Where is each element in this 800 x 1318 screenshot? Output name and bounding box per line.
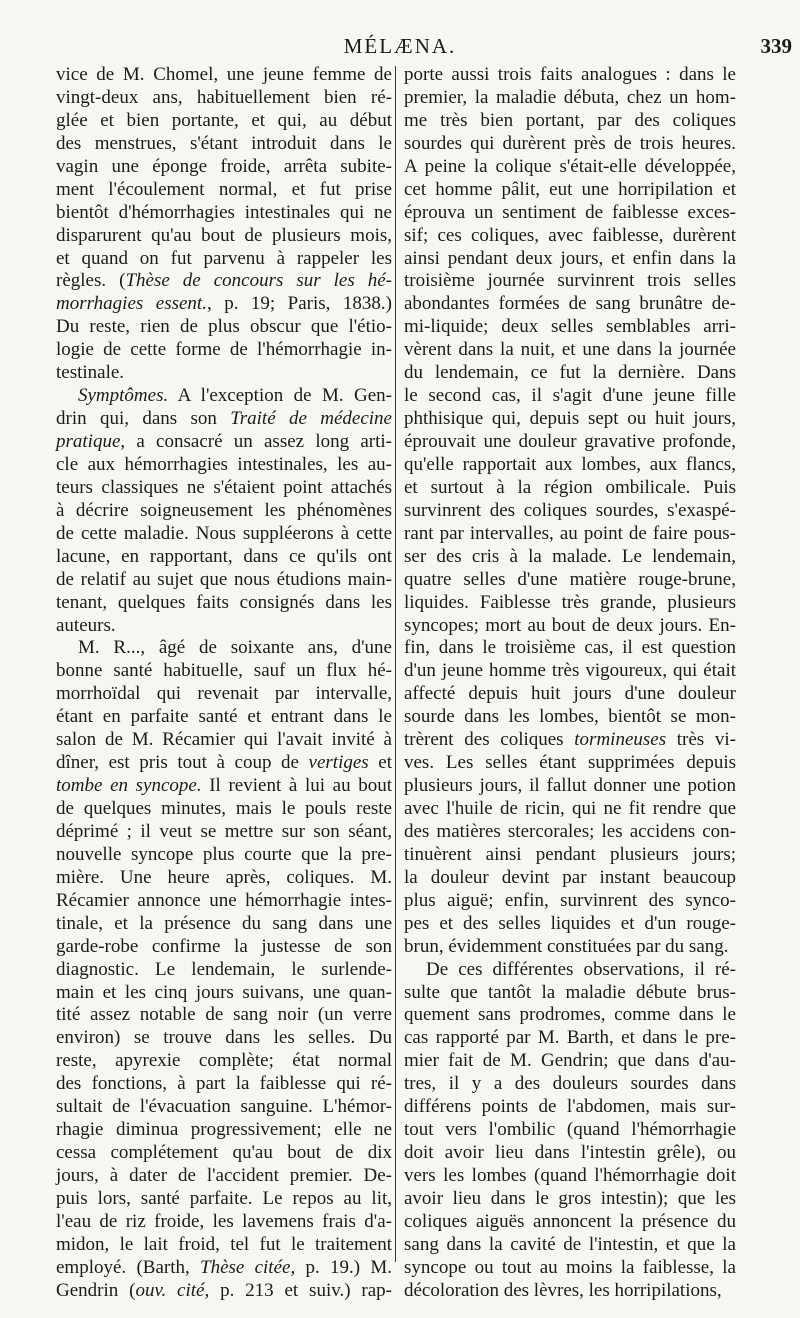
text-line: à décrire soigneusement les phénomènes [56, 499, 392, 521]
text-line: bientôt d'hémorrhagies intestinales qui ne [56, 201, 392, 223]
text-line: Symptômes. A l'exception de M. Gen- [78, 385, 392, 407]
text-line: cet homme pâlit, eut une horripilation et [404, 178, 736, 200]
text-line: lacune, en rapportant, dans ce qu'ils ont [56, 545, 392, 567]
text-line: sultait de l'évacuation sanguine. L'hémor- [56, 1096, 392, 1118]
text-line: me très bien portant, par des coliques [404, 109, 736, 131]
text-line: qu'elle rapportait aux lombes, aux flancs, [404, 453, 736, 475]
right-text-column [404, 64, 736, 1303]
text-line: le second cas, il s'agit d'une jeune fille [404, 385, 736, 407]
text-line: l'eau de riz froide, les lavemens frais d'a- [56, 1210, 392, 1232]
text-line: pratique, a consacré un assez long arti- [56, 431, 392, 452]
text-line: de cette maladie. Nous suppléerons à cette [56, 522, 392, 544]
text-line: tombe en syncope. Il revient à lui au bout [56, 775, 392, 797]
text-line: morrhoïdal qui revenait par intervalle, [56, 683, 392, 705]
text-line: plusieurs jours, il fallut donner une potion [404, 775, 736, 797]
text-line: jours, à dater de l'accident premier. De- [56, 1165, 392, 1186]
text-line: affecté depuis huit jours d'une douleur [404, 683, 736, 705]
text-line: liquides. Faiblesse très grande, plusieurs [404, 591, 736, 613]
text-line: dîner, est pris tout à coup de vertiges et [56, 752, 392, 774]
text-line: cessa complétement qu'au bout de dix [56, 1142, 392, 1164]
text-line: vèrent dans la nuit, et une dans la journée [404, 339, 736, 361]
text-line: logie de cette forme de l'hémorrhagie in- [56, 339, 392, 361]
page-title: MÉLÆNA. [343, 34, 457, 58]
text-line: bonne santé habituelle, sauf un flux hé- [56, 660, 392, 682]
text-line: cle aux hémorrhagies intestinales, les au- [56, 453, 392, 475]
text-line: étant en parfaite santé et entrant dans le [56, 706, 392, 728]
text-line: teurs classiques ne s'étaient point attachés [56, 476, 392, 498]
text-line: morrhagies essent., p. 19; Paris, 1838.) [56, 293, 392, 315]
text-line: tenant, quelques faits consignés dans les [56, 591, 392, 613]
text-line: environ) se trouve dans les selles. Du [56, 1027, 392, 1049]
text-line: rhagie diminua progressivement; elle ne [56, 1119, 392, 1141]
column-divider [395, 66, 396, 1262]
text-line: brun, évidemment constituées par du sang. [404, 935, 729, 957]
text-line: survinrent des coliques sourdes, s'exaspé- [404, 499, 736, 521]
text-line: règles. (Thèse de concours sur les hé- [56, 270, 392, 292]
text-line: abondantes formées de sang brunâtre de- [404, 293, 736, 315]
text-line: différens points de l'abdomen, mais sur- [404, 1096, 736, 1118]
text-line: vers les lombes (quand l'hémorrhagie doit [404, 1165, 736, 1186]
text-line: M. R..., âgé de soixante ans, d'une [78, 637, 392, 659]
page-number: 339 [760, 34, 792, 58]
text-line: main et les cinq jours suivans, une quan- [56, 981, 392, 1003]
text-line: coliques aiguës annoncent la présence du [404, 1210, 736, 1232]
text-line: plus aiguë; enfin, survinrent des synco- [404, 889, 736, 911]
text-line: employé. (Barth, Thèse citée, p. 19.) M. [56, 1256, 392, 1278]
text-line: ser des cris à la malade. Le lendemain, [404, 545, 736, 567]
text-line: garde-robe confirme la justesse de son [56, 935, 392, 957]
text-line: cas rapporté par M. Barth, et dans le pre- [404, 1027, 736, 1049]
text-line: ves. Les selles étant supprimées depuis [404, 752, 736, 774]
text-line: porte aussi trois faits analogues : dans le [404, 64, 736, 85]
text-line: mi-liquide; deux selles semblables arri- [404, 316, 736, 338]
text-line: sif; ces coliques, avec faiblesse, durèrent [404, 224, 736, 246]
text-line: la douleur devint par instant beaucoup [404, 866, 736, 888]
text-line: syncopes; mort au bout de deux jours. En- [404, 614, 736, 636]
text-line: avoir lieu dans le gros intestin); que les [404, 1187, 736, 1209]
text-line: De ces différentes observations, il ré- [426, 958, 736, 980]
text-line: diagnostic. Le lendemain, le surlende- [56, 958, 392, 980]
text-line: et surtout à la région ombilicale. Puis [404, 476, 736, 498]
text-line: disparurent qu'au bout de plusieurs mois, [56, 224, 392, 246]
text-line: doit avoir lieu dans l'intestin grêle), ou [404, 1142, 736, 1164]
text-line: mier fait de M. Gendrin; que dans d'au- [404, 1050, 736, 1072]
text-line: syncope ou tout au moins la faiblesse, la [404, 1256, 736, 1278]
text-line: du lendemain, ce fut la dernière. Dans [404, 362, 736, 384]
text-line: éprouva un sentiment de faiblesse exces- [404, 201, 736, 223]
text-line: drin qui, dans son Traité de médecine [56, 408, 392, 430]
text-line: nouvelle syncope plus courte que la pre- [56, 843, 392, 865]
text-line: Récamier annonce une hémorrhagie intes- [56, 889, 392, 911]
text-line: sulte que tantôt la maladie débute brus- [404, 981, 736, 1003]
text-line: tité assez notable de sang noir (un verre [56, 1004, 392, 1026]
text-line: tres, il y a des douleurs sourdes dans [404, 1073, 736, 1095]
text-line: premier, la maladie débuta, chez un hom- [404, 86, 736, 108]
text-line: puis lors, santé parfaite. Le repos au lit, [56, 1187, 392, 1209]
text-line: sourdes qui durèrent près de trois heures. [404, 132, 736, 154]
text-line: décoloration des lèvres, les horripilations, [404, 1279, 722, 1301]
text-line: tinale, et la présence du sang dans une [56, 912, 392, 934]
text-line: des matières stercorales; les accidens con- [404, 820, 736, 842]
text-line: de quelques minutes, mais le pouls reste [56, 798, 392, 819]
text-line: testinale. [56, 362, 125, 384]
text-line: vice de M. Chomel, une jeune femme de [56, 64, 392, 85]
text-line: A peine la colique s'était-elle développée, [404, 155, 736, 177]
text-line: vagin une éponge froide, arrêta subite- [56, 155, 392, 177]
text-line: pes et des selles liquides et d'un rouge- [404, 912, 736, 934]
text-line: Gendrin (ouv. cité, p. 213 et suiv.) rap- [56, 1279, 392, 1301]
text-line: avec l'huile de ricin, qui ne fit rendre que [404, 798, 736, 819]
text-line: trèrent des coliques tormineuses très vi- [404, 729, 736, 751]
text-line: d'un jeune homme très vigoureux, qui était [404, 660, 736, 682]
text-line: phthisique qui, depuis sept ou huit jours, [404, 408, 736, 430]
text-line: tout vers l'ombilic (quand l'hémorrhagie [404, 1119, 736, 1141]
text-line: sourde dans les lombes, bientôt se mon- [404, 706, 736, 728]
text-line: tinuèrent ainsi pendant plusieurs jours; [404, 843, 736, 865]
text-line: auteurs. [56, 614, 116, 636]
text-line: rant par intervalles, au point de faire pous- [404, 522, 736, 544]
text-line: déprimé ; il veut se mettre sur son séant, [56, 820, 392, 842]
text-line: Du reste, rien de plus obscur que l'étio- [56, 316, 392, 338]
text-line: sang dans la cavité de l'intestin, et que la [404, 1233, 736, 1255]
text-line: quatre selles d'une matière rouge-brune, [404, 568, 736, 590]
text-line: troisième journée survinrent trois selles [404, 270, 736, 292]
text-line: salon de M. Récamier qui l'avait invité à [56, 729, 392, 751]
text-line: de relatif au sujet que nous étudions main- [56, 568, 392, 590]
running-header [0, 30, 800, 66]
text-line: quement sans prodromes, comme dans le [404, 1004, 736, 1026]
text-line: vingt-deux ans, habituellement bien ré- [56, 86, 392, 108]
text-line: des fonctions, à part la faiblesse qui ré- [56, 1073, 392, 1095]
text-line: des menstrues, s'étant introduit dans le [56, 132, 392, 154]
left-text-column [56, 64, 392, 1303]
text-line: et quand on fut parvenu à rappeler les [56, 247, 392, 269]
text-line: glée et bien portante, et qui, au début [56, 109, 392, 131]
text-line: mière. Une heure après, coliques. M. [56, 866, 392, 888]
text-line: éprouvait une douleur gravative profonde, [404, 431, 736, 452]
text-line: ainsi pendant deux jours, et enfin dans la [404, 247, 736, 269]
text-line: midon, le lait froid, tel fut le traitement [56, 1233, 392, 1255]
text-line: reste, apyrexie complète; état normal [56, 1050, 392, 1072]
text-line: ment l'écoulement normal, et fut prise [56, 178, 392, 200]
text-line: fin, dans le troisième cas, il est question [404, 637, 736, 659]
